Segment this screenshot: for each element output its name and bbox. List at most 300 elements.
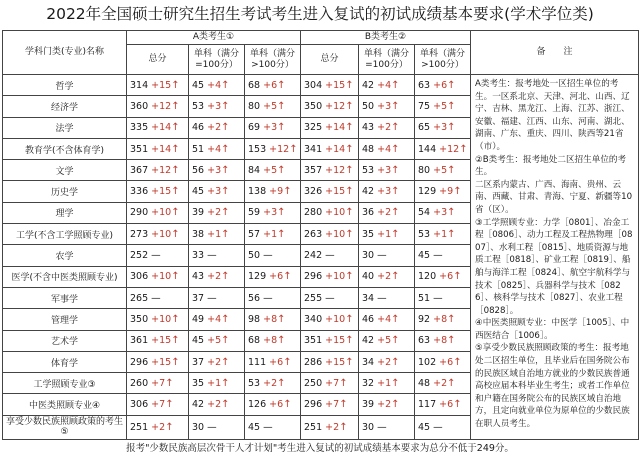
score-a-total [127,160,189,181]
score-b-single-100 [359,138,415,159]
subject-name: 中医类照顾专业④ [3,394,127,415]
subject-name: 工学(不含工学照顾专业) [3,224,127,245]
arrow-up-icon: ↑ [283,399,292,411]
score-change: +3 [263,122,278,134]
score-base: 336 [130,186,149,198]
score-change: +5 [433,164,448,176]
score-change: +3 [377,186,392,198]
score-base: 48 [418,377,431,389]
score-b-total [301,117,359,138]
arrow-up-icon: ↑ [171,143,180,155]
score-base: 326 [304,186,323,198]
arrow-up-icon: ↑ [339,399,348,411]
score-change: +10 [151,228,172,240]
score-b-single-over [415,202,471,223]
score-base: 56 [248,292,261,304]
arrow-up-icon: ↑ [391,313,400,325]
score-base: 92 [418,313,431,325]
score-b-single-100 [359,351,415,372]
score-base: 250 [304,377,323,389]
score-a-single-100 [189,224,245,245]
score-a-single-over [245,245,301,266]
score-a-total [127,351,189,372]
arrow-up-icon: ↑ [447,164,456,176]
arrow-up-icon: ↑ [447,100,456,112]
arrow-up-icon: ↑ [391,228,400,240]
score-change: +4 [377,143,392,155]
score-change: +2 [433,377,448,389]
score-change: +3 [207,186,222,198]
score-b-total [301,202,359,223]
score-change: +3 [377,164,392,176]
score-a-total [127,224,189,245]
score-change: +10 [151,271,172,283]
note-paragraph: ③工学照顾专业：力学［0801］、冶金工程［0806］、动力工程及工程热物理［0807］、水利工程［0815］、地质资源与地质工程［0818］、矿业工程［0819］、船舶与海洋工程［0824］、航空宇航科学与技术［0825］、兵器科学与技术［0826］、核科学与技术［0827］、农业工程［0828］。 [475,217,633,316]
score-a-single-over [245,160,301,181]
arrow-up-icon: ↑ [221,335,230,347]
arrow-up-icon: ↑ [345,271,354,283]
score-change: +15 [325,79,346,91]
arrow-up-icon: ↑ [277,122,286,134]
arrow-up-icon: ↑ [391,377,400,389]
no-change-dash: — [207,250,217,262]
score-b-single-over [415,117,471,138]
score-base: 296 [304,271,323,283]
arrow-up-icon: ↑ [171,207,180,219]
no-change-dash: — [377,421,387,433]
score-base: 357 [304,164,323,176]
score-change: +7 [151,377,166,389]
subject-name: 享受少数民族照顾政策的考生⑤ [3,415,127,439]
score-base: 43 [362,122,375,134]
score-change: +1 [377,377,392,389]
score-change: +15 [151,356,172,368]
no-change-dash: — [151,250,161,262]
arrow-up-icon: ↑ [277,313,286,325]
score-base: 304 [304,79,323,91]
arrow-up-icon: ↑ [345,186,354,198]
score-base: 63 [418,79,431,91]
header-a-single-100: 单科（满分=100分） [189,45,245,75]
header-notes: 备 注 [471,31,639,75]
score-a-total [127,287,189,308]
score-change: +8 [263,335,278,347]
score-base: 296 [304,399,323,411]
arrow-up-icon: ↑ [165,399,174,411]
arrow-up-icon: ↑ [391,399,400,411]
arrow-up-icon: ↑ [391,335,400,347]
arrow-up-icon: ↑ [345,356,354,368]
score-base: 265 [130,292,149,304]
score-a-single-over [245,138,301,159]
score-change: +2 [377,399,392,411]
score-change: +10 [151,207,172,219]
arrow-up-icon: ↑ [221,186,230,198]
score-change: +9 [439,186,454,198]
table-row [3,75,639,96]
score-change: +5 [377,335,392,347]
score-base: 69 [248,122,261,134]
score-base: 42 [362,186,375,198]
score-a-single-100 [189,394,245,415]
score-b-single-100 [359,266,415,287]
no-change-dash: — [377,250,387,262]
no-change-dash: — [263,292,273,304]
score-base: 51 [192,143,205,155]
score-base: 53 [248,377,261,389]
note-paragraph: ④中医类照顾专业：中医学［1005］、中西医结合［1006］。 [475,318,630,341]
arrow-up-icon: ↑ [221,122,230,134]
arrow-up-icon: ↑ [447,377,456,389]
score-b-total [301,309,359,330]
score-base: 153 [248,143,267,155]
score-base: 68 [248,335,261,347]
score-a-total [127,181,189,202]
header-b-single-100: 单科（满分=100分） [359,45,415,75]
arrow-up-icon: ↑ [391,207,400,219]
score-base: 48 [362,143,375,155]
score-base: 350 [130,313,149,325]
score-change: +6 [263,79,278,91]
score-base: 102 [418,356,437,368]
score-base: 260 [130,377,149,389]
score-change: +6 [269,356,284,368]
arrow-up-icon: ↑ [391,122,400,134]
score-base: 242 [304,250,323,262]
arrow-up-icon: ↑ [171,79,180,91]
score-a-single-100 [189,117,245,138]
score-base: 45 [192,79,205,91]
score-b-single-over [415,309,471,330]
score-b-single-100 [359,224,415,245]
score-a-single-over [245,373,301,394]
score-a-single-over [245,181,301,202]
arrow-up-icon: ↑ [171,122,180,134]
arrow-up-icon: ↑ [453,271,462,283]
subject-name: 哲学 [3,75,127,96]
note-paragraph: 二区系内蒙古、广西、海南、贵州、云南、西藏、甘肃、青海、宁夏、新疆等10省（区）。 [475,179,633,215]
score-b-total [301,245,359,266]
arrow-up-icon: ↑ [221,143,230,155]
subject-name: 法学 [3,117,127,138]
score-base: 280 [304,207,323,219]
score-b-total [301,415,359,439]
score-base: 34 [362,292,375,304]
score-base: 36 [362,207,375,219]
score-change: +5 [433,100,448,112]
score-a-total [127,394,189,415]
score-b-single-100 [359,394,415,415]
score-change: +3 [433,122,448,134]
score-change: +14 [325,122,346,134]
score-change: +6 [433,79,448,91]
score-base: 50 [362,100,375,112]
score-base: 314 [130,79,149,91]
header-a-single-over: 单科（满分>100分） [245,45,301,75]
arrow-up-icon: ↑ [221,356,230,368]
score-table-body [3,75,639,440]
score-a-single-over [245,96,301,117]
score-base: 111 [248,356,267,368]
score-b-single-over [415,415,471,439]
score-base: 45 [192,186,205,198]
score-a-single-100 [189,309,245,330]
arrow-up-icon: ↑ [277,100,286,112]
score-base: 53 [418,228,431,240]
score-base: 53 [362,164,375,176]
score-base: 39 [362,399,375,411]
score-change: +2 [207,122,222,134]
score-change: +15 [325,356,346,368]
score-a-single-over [245,394,301,415]
arrow-up-icon: ↑ [345,228,354,240]
score-base: 361 [130,335,149,347]
score-change: +4 [207,143,222,155]
arrow-up-icon: ↑ [345,79,354,91]
score-base: 335 [130,122,149,134]
score-b-single-over [415,394,471,415]
score-change: +1 [207,228,222,240]
score-base: 351 [304,335,323,347]
arrow-up-icon: ↑ [453,186,462,198]
score-b-single-100 [359,75,415,96]
score-a-single-100 [189,266,245,287]
score-change: +9 [269,186,284,198]
subject-name: 历史学 [3,181,127,202]
score-a-single-over [245,351,301,372]
score-change: +3 [377,100,392,112]
subject-name: 经济学 [3,96,127,117]
score-change: +3 [207,100,222,112]
score-base: 129 [418,186,437,198]
score-b-single-over [415,138,471,159]
score-base: 38 [192,228,205,240]
score-base: 129 [248,271,267,283]
score-a-total [127,96,189,117]
score-b-total [301,287,359,308]
score-change: +12 [439,143,460,155]
score-base: 35 [362,228,375,240]
score-base: 75 [418,100,431,112]
score-a-total [127,330,189,351]
score-change: +3 [207,164,222,176]
score-a-single-100 [189,245,245,266]
score-change: +8 [433,335,448,347]
no-change-dash: — [325,292,335,304]
score-b-single-over [415,373,471,394]
score-b-single-over [415,160,471,181]
score-b-total [301,373,359,394]
score-base: 306 [130,399,149,411]
score-change: +15 [151,79,172,91]
score-a-single-over [245,309,301,330]
score-change: +2 [377,271,392,283]
score-base: 306 [130,271,149,283]
score-change: +2 [325,421,340,433]
score-b-total [301,224,359,245]
score-b-single-100 [359,309,415,330]
score-a-single-100 [189,181,245,202]
arrow-up-icon: ↑ [171,313,180,325]
score-base: 42 [192,399,205,411]
score-a-single-over [245,202,301,223]
no-change-dash: — [377,292,387,304]
header-group-b: B类考生② [301,31,471,45]
score-b-total [301,96,359,117]
score-change: +8 [433,313,448,325]
score-change: +3 [433,207,448,219]
score-base: 37 [192,292,205,304]
note-paragraph: ⑤享受少数民族照顾政策的考生：报考地处二区招生单位，且毕业后在国务院公布的民族区域自治地方就业的少数民族普通高校应届本科毕业生考生；或者工作单位和户籍在国务院公布的民族区域自治地方，且定向就业单位为原单位的少数民族在职人员考生。 [475,343,630,430]
score-base: 42 [362,79,375,91]
score-change: +1 [207,377,222,389]
score-change: +14 [151,143,172,155]
score-base: 296 [130,356,149,368]
subject-name: 理学 [3,202,127,223]
score-b-single-100 [359,287,415,308]
score-a-single-100 [189,75,245,96]
score-a-total [127,266,189,287]
score-change: +14 [151,122,172,134]
score-change: +7 [325,399,340,411]
score-base: 138 [248,186,267,198]
subject-name: 军事学 [3,287,127,308]
score-base: 30 [362,421,375,433]
score-b-total [301,160,359,181]
arrow-up-icon: ↑ [345,335,354,347]
score-base: 32 [362,377,375,389]
score-change: +2 [377,207,392,219]
score-change: +2 [377,122,392,134]
header-group-a: A类考生① [127,31,301,45]
score-base: 126 [248,399,267,411]
score-base: 43 [192,271,205,283]
arrow-up-icon: ↑ [221,399,230,411]
score-change: +12 [325,164,346,176]
score-change: +6 [439,271,454,283]
score-base: 45 [418,250,431,262]
score-b-total [301,330,359,351]
score-base: 251 [304,421,323,433]
score-base: 290 [130,207,149,219]
score-base: 34 [362,356,375,368]
score-change: +1 [263,228,278,240]
score-base: 367 [130,164,149,176]
score-base: 341 [304,143,323,155]
arrow-up-icon: ↑ [171,335,180,347]
score-a-total [127,75,189,96]
score-a-single-100 [189,415,245,439]
arrow-up-icon: ↑ [171,164,180,176]
score-base: 144 [418,143,437,155]
subject-name: 文学 [3,160,127,181]
score-change: +15 [151,335,172,347]
score-a-total [127,309,189,330]
arrow-up-icon: ↑ [447,228,456,240]
score-change: +7 [325,377,340,389]
score-base: 30 [192,421,205,433]
score-change: +12 [151,100,172,112]
score-base: 65 [418,122,431,134]
arrow-up-icon: ↑ [277,335,286,347]
no-change-dash: — [263,421,273,433]
score-b-single-over [415,96,471,117]
score-change: +5 [263,164,278,176]
header-b-single-over: 单科（满分>100分） [415,45,471,75]
score-base: 30 [362,250,375,262]
score-change: +6 [269,271,284,283]
arrow-up-icon: ↑ [391,356,400,368]
arrow-up-icon: ↑ [221,313,230,325]
score-b-total [301,181,359,202]
score-b-single-100 [359,160,415,181]
score-base: 39 [192,207,205,219]
score-base: 80 [248,100,261,112]
arrow-up-icon: ↑ [221,228,230,240]
arrow-up-icon: ↑ [391,271,400,283]
score-a-single-over [245,330,301,351]
score-base: 340 [304,313,323,325]
score-change: +2 [377,356,392,368]
score-base: 37 [192,356,205,368]
score-change: +6 [439,399,454,411]
arrow-up-icon: ↑ [453,399,462,411]
score-change: +12 [325,100,346,112]
score-change: +2 [151,421,166,433]
arrow-up-icon: ↑ [283,271,292,283]
score-a-total [127,373,189,394]
arrow-up-icon: ↑ [447,313,456,325]
score-base: 45 [248,421,261,433]
score-change: +12 [151,164,172,176]
score-base: 350 [304,100,323,112]
score-b-total [301,75,359,96]
score-base: 46 [362,313,375,325]
arrow-up-icon: ↑ [171,228,180,240]
arrow-up-icon: ↑ [277,79,286,91]
score-a-single-over [245,75,301,96]
page-title: 2022年全国硕士研究生招生考试考生进入复试的初试成绩基本要求(学术学位类) [46,5,594,23]
arrow-up-icon: ↑ [171,100,180,112]
score-base: 57 [248,228,261,240]
score-base: 351 [130,143,149,155]
arrow-up-icon: ↑ [391,100,400,112]
no-change-dash: — [325,250,335,262]
score-b-single-100 [359,415,415,439]
score-base: 33 [192,250,205,262]
arrow-up-icon: ↑ [221,100,230,112]
score-b-single-100 [359,202,415,223]
score-change: +2 [207,399,222,411]
score-base: 360 [130,100,149,112]
score-base: 49 [192,313,205,325]
no-change-dash: — [433,421,443,433]
score-table [2,30,639,440]
score-a-total [127,245,189,266]
score-change: +14 [325,143,346,155]
arrow-up-icon: ↑ [277,228,286,240]
score-a-single-100 [189,202,245,223]
score-b-single-100 [359,330,415,351]
arrow-up-icon: ↑ [171,271,180,283]
score-base: 252 [130,250,149,262]
arrow-up-icon: ↑ [221,79,230,91]
arrow-up-icon: ↑ [447,79,456,91]
score-base: 80 [418,164,431,176]
score-change: +6 [439,356,454,368]
note-paragraph: ②B类考生：报考地处二区招生单位的考生。 [475,154,627,178]
arrow-up-icon: ↑ [391,79,400,91]
